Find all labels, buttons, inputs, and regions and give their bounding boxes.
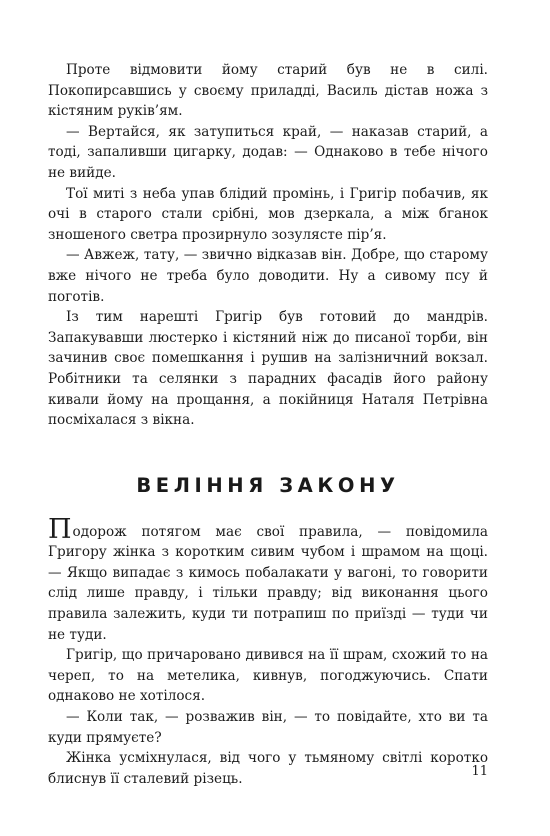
paragraph-with-dropcap [48, 513, 488, 646]
page-number: 11 [471, 764, 488, 779]
paragraph: Тої миті з неба упав блідий промінь, і Григір побачив, як очі в старого стали срібні, мов дзеркала, а між бганок зношеного светра прозирнуло зозулясте пір’я. [48, 185, 488, 243]
paragraph: Жінка усміхнулася, від чого у тьмяному світлі коротко блиснув її сталевий різець. [48, 750, 488, 787]
paragraph: Проте відмовити йому старий був не в силі. Покопирсавшись у своєму приладді, Василь дістав ножа з кістяним руків’ям. [48, 62, 488, 120]
paragraph-text: одорож потягом має свої правила, — повідомила Григору жінка з коротким сивим чубом і шрамом на щоці. — Якщо випадає з кимось побалакати у вагоні, то говорити слід лише правду, і тільки правду; від виконання цього правила залежить, куди ти потрапиш по приїзді — туди чи не туди. [48, 523, 488, 643]
paragraph: Із тим нарешті Григір був готовий до мандрів. Запакувавши люстерко і кістяний ніж до писаної торби, він зачинив своє помешкання і рушив на залізничний вокзал. Робітники та селянки з парадних фасадів його району кивали йому на прощання, а покійниця Наталя Петрівна посміхалася з вікна. [48, 309, 488, 429]
paragraph: — Коли так, — розважив він, — то повідайте, хто ви та куди прямуєте? [48, 709, 488, 746]
chapter-title: ВЕЛІННЯ ЗАКОНУ [136, 473, 400, 497]
paragraph: Григір, що причаровано дивився на її шрам, схожий то на череп, то на метелика, кивнув, погоджуючись. Спати однаково не хотілося. [48, 647, 488, 705]
dropcap-letter: П [48, 513, 72, 545]
paragraph: — Вертайся, як затупиться край, — наказав старий, а тоді, запаливши цигарку, додав: — Однаково в тебе нічого не вийде. [48, 123, 488, 181]
paragraph: — Авжеж, тату, — звично відказав він. Добре, що старому вже нічого не треба було доводити. Ну а сивому псу й поготів. [48, 247, 488, 305]
book-page-text [48, 60, 488, 789]
